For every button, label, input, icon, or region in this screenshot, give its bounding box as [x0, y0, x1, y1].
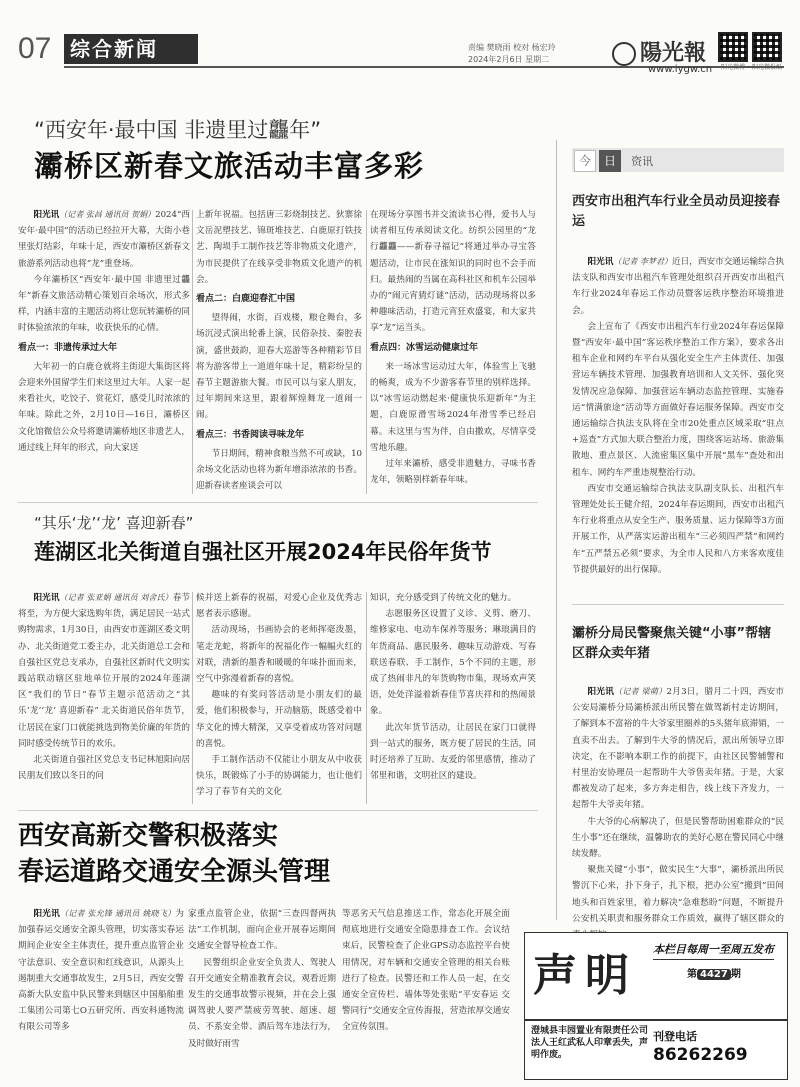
section-title: 综合新闻 [64, 34, 198, 64]
today-char: 今 [574, 150, 596, 172]
paragraph: 聚焦关键“小事”，做实民生“大事”，灞桥派出所民警沉下心来，扑下身子，扎下根，把办公室“搬到”田间地头和百姓家里，着力解决“急难愁盼”问题，不断提升公安机关职责和服务群众工作质效，赢得了辖区群众的 [572, 865, 784, 924]
sidebar-story2-body [572, 684, 785, 924]
column-rule [366, 592, 367, 804]
paragraph: 望得闹，水街，百戏楼，粮仓舞台，多场沉浸式演出轮番上演，民俗杂技、秦腔表演，盛世鼓韵，迎春大巡游等各种精彩节目将为游客带上一道道年味十足，精彩纷呈的春节主题游旅大餐。市民可以与家人朋友，过年期间来这里，跟着辉煌舞龙一道闹一闹。 [196, 313, 362, 421]
today-label: 资讯 [631, 154, 654, 168]
phone-number: 86262269 [653, 1045, 748, 1065]
paragraph: 春节将至，为方便大家选购年货，满足居民一站式购物需求，1月30日，由西安市莲湖区委文明办、北关街道党工委主办，北关街道总工会和自强社区党总支承办，自强社区新时代文明实践站联动辖区驻地单位开展的2024年莲湖区“我们的节日”春节主题示范活动之“其乐‘龙’‘龙’ 喜迎新春” 北关街道民俗年货节，让居民在家门口就能挑选到物美价廉的年货的同时感受传统节日的欢乐。 [18, 593, 190, 749]
paragraph: 志愿服务区设置了义诊、义剪、磨刀、维修家电、电动车保养等服务；琳琅满目的年货商品、惠民服务、趣味互动游戏、写春联送春联、手工制作，5个不同的主题，形成了热闹非凡的年货购物市集，现场欢声笑语，处处洋溢着新春佳节喜庆祥和的热闹景象。 [370, 609, 536, 717]
subhead: 看点一：非遗传承过大年 [18, 342, 118, 353]
newspaper-logo[interactable] [612, 36, 706, 67]
divider [572, 604, 784, 605]
paragraph: 候并送上新春的祝福，对爱心企业及优秀志愿者表示感谢。 [196, 593, 362, 620]
byline-note: （记者 张允锋 通讯员 姚晓飞） [59, 909, 176, 918]
paragraph: 趣味的有奖问答活动是小朋友们的最爱，他们积极参与，开动脑筋，既感受着中华文化的博大精深，又享受着成功答对问题的喜悦。 [196, 690, 362, 749]
column-rule [192, 592, 193, 804]
paragraph: 今年灞桥区“西安年·最中国 非遗里过龘年”新春文旅活动精心策划百余场次，形式多样，内涵丰富的主题活动将让您玩转灞桥的同时体验浓浓的年味，收获快乐的心情。 [18, 274, 190, 334]
qr-paper[interactable] [752, 32, 782, 71]
byline-note: （记者 李梦君） [613, 257, 673, 266]
headline-line: 西安高新交警积极落实 [18, 821, 279, 851]
sidebar-story2-headline[interactable]: 灞桥分局民警聚焦关键“小事”帮辖区群众卖年猪 [572, 626, 772, 661]
paragraph: 2月3日，腊月二十四，西安市公安局灞桥分局灞桥派出所民警在做驾新村走访期间，了解到本不富裕的牛大爷家里圈养的5头猪年底滞销，一直卖不出去。了解到牛大爷的情况后，派出所领导立即决定，在不影响本职工作的前提下，由社区民警辅警和村里治安协理员一起帮助牛大爷售卖年猪。于是，大家都被发动了起来，多方奔走相告，线上线下齐发力，一起帮牛大爷卖年猪。 [572, 687, 785, 811]
logo-text: 陽光報 [640, 40, 707, 66]
paragraph: 在现场分享图书并交流读书心得，爱书人与读者相互传承阅读文化。纺织公园里的“龙行龘龘——新春寻福记”将通过举办寻宝答题活动，让市民在涨知识的同时也不会手而归。最热闹的当属在高科社区和机车公园举办的“闹元宵猜灯谜”活动，活动现场将以多种趣味活动，打造元宵狂欢盛宴，和大家共享“龙”运当头。 [370, 210, 536, 334]
paragraph: 近日，西安市交通运输综合执法支队和西安市出租汽车管理处组织召开西安市出租汽车行业2024年春运工作动员暨客运秩序整治环境推进会。 [572, 257, 784, 316]
article1-kicker: “西安年·最中国 非遗里过龘年” [34, 118, 322, 142]
byline: 阳光讯 [587, 257, 614, 267]
paragraph: 活动现场，书画协会的老师挥毫泼墨，笔走龙蛇，将新年的祝福化作一幅幅火红的对联，清新的墨香和暖暖的年味扑面而来，空气中弥漫着新春的喜悦。 [196, 625, 362, 685]
issue-suffix: 期 [730, 969, 741, 980]
article1-col2 [196, 207, 362, 497]
divider [18, 502, 538, 503]
byline-note: （记者 张昌 通讯员 贺娟） [59, 210, 156, 219]
paragraph: 西安市交通运输综合执法支队副支队长、出租汽车管理处处长王健介绍，2024年春运期间，西安市出租汽车行业将重点从安全生产、服务质量、运力保障等3方面开展工作，从严落实运游出租车“三必须四严禁”和网约车“五严禁五必须”要求，为全市人民和八方来客欢度佳节提供最好的出行保障。 [572, 483, 784, 575]
article2-headline[interactable]: 莲湖区北关街道自强社区开展2024年民俗年货节 [34, 540, 492, 564]
byline: 阳光讯 [33, 909, 60, 919]
paragraph: 大年初一的白鹿仓就将主街迎大集街区将会迎来外国留学生们来这里过大年。人家一起来看社火，吃饺子、赏花灯，感受儿时浓浓的年味。除此之外，2月10日—16日，灞桥区文化馆微信公众号将邀请灞桥地区非遗艺人，通过线上拜年的形式，向大家送 [18, 361, 190, 453]
paragraph: 等恶劣天气信息推送工作，常态化开展全面彻底地进行交通安全隐患排查工作。会议结束后，民警检查了企业GPS动态监控平台使用情况，对车辆和交通安全管理的相关台账进行了检查。民警还和工作人员一起，在交通安全宣传栏、墙体等处张贴“平安春运 交警同行”交通安全宣传海报，营造浓厚交通安全宣传氛围。 [342, 909, 510, 1033]
editor-line: 责编 樊晓雨 校对 杨宏玲 [468, 43, 556, 52]
paragraph: 2024“西安年·最中国”的活动已经拉开大幕，大街小巷里张灯结彩，年味十足，西安市灞桥区新春文旅游系列活动也将“龙”重登场。 [18, 210, 190, 269]
qr-label: 阳光微报纸 [752, 64, 783, 71]
sidebar-story1-headline[interactable]: 西安市出租汽车行业全员动员迎接春运 [572, 194, 781, 229]
article3-col3 [342, 906, 510, 1082]
paragraph: 会上宣布了《西安市出租汽车行业2024年春运保障暨“西安年·最中国”客运秩序整治工作方案》，要求各出租车企业和网约车平台从强化安全生产主体责任、加强营运车辆技术管理、加强教育培训和人文关怀、强化突发情况应急保障、加强营运车辆动态监控管理、实施春运“情满旅途”活动等方面做好春运服务保障。西安市交通运输综合执法支队将在全市20处重点区域采取“驻点+巡查”方式加大联合整治力度，围绕客运站场、旅游集散地、重点景区、人流密集区集中开展“黑车”查处和出租车、网约车严重违规整治行动。 [572, 321, 784, 478]
qr-code-icon [752, 32, 782, 62]
byline-note: （记者 张亚娟 通讯员 刘舍氏） [59, 593, 173, 602]
article2-kicker: “其乐‘龙’‘龙’ 喜迎新春” [34, 514, 194, 532]
paragraph: 牛大爷的心病解决了，但是民警帮助困难群众的“民生小事”还在继续，温馨助农的美好心愿在警民同心中继续发酵。 [572, 816, 784, 860]
issue-prefix: 第 [687, 969, 697, 980]
qr-weibo[interactable] [718, 32, 748, 71]
paragraph: 知识，充分感受到了传统文化的魅力。 [370, 593, 517, 603]
today-news-bar [572, 148, 784, 172]
paragraph: 家重点监管企业，依据“三查四督两执法”工作机制，面向企业开展春运期间交通安全督导检查工作。 [188, 909, 336, 952]
paragraph: 为加强春运交通安全源头管理，切实落实春运期间企业安全主体责任，提升重点监管企业守法意识、安全意识和红线意识，从源头上遏制重大交通事故发生，2月5日，西安交警高新大队安监中队民警来到辖区中国船舶重工集团公司第七O五研究所、西安科通物流有限公司等多 [18, 909, 184, 1033]
paragraph: 手工制作活动不仅能让小朋友从中收获快乐，既锻炼了小手的协调能力，也让他们学习了春节有关的文化 [196, 755, 362, 798]
issue-number: 4427 [697, 969, 731, 980]
paragraph: 过年来灞桥，感受非遗魅力，寻味书香龙年，领略别样新春年味。 [370, 459, 536, 486]
sidebar-rule [556, 140, 557, 920]
paragraph: 民警组织企业安全负责人、驾驶人召开交通安全精准教育会议，观看近期发生的交通事故警示视频，并在会上强调驾驶人要严禁疲劳驾驶、超速、超员、不系安全带、酒后驾车违法行为，及时做好雨雪 [188, 957, 336, 1049]
sidebar-story1-body [572, 254, 784, 594]
headline-line: 春运道路交通安全源头管理 [18, 857, 331, 887]
header-info [468, 42, 556, 66]
article3-headline[interactable] [18, 818, 330, 890]
byline: 阳光讯 [587, 687, 615, 697]
phone-label: 刊登电话 [653, 1030, 697, 1043]
notice-tagline: 本栏目每周一至周五发布 [653, 941, 774, 960]
divider [18, 810, 538, 811]
article1-col3 [370, 207, 536, 497]
subhead: 看点四：冰雪运动健康过年 [370, 342, 479, 353]
qr-code-icon [718, 32, 748, 62]
date-line: 2024年2月6日 星期二 [468, 55, 550, 64]
paragraph: 节日期间，精神食粮当然不可或缺，10余场文化活动也将为新年增添浓浓的书香。迎新春读者座谈会可以 [196, 448, 362, 492]
notice-title: 声明 [533, 950, 637, 1001]
notice-phone[interactable] [653, 1025, 787, 1065]
paragraph: 上新年祝福。包括唐三彩烧制技艺、狄寨徐文岳泥塑技艺、锦斑堆技艺、白鹿原打铁技艺、陶埙手工制作技艺等非物质文化遗产，为市民提供了在线享受非物质文化遗产的机会。 [196, 210, 362, 285]
notice-item: 澄城县丰园置业有限责任公司法人王红武私人印章丢失，声明作废。 [531, 1026, 649, 1060]
subhead: 看点二：白鹿迎春汇中国 [196, 294, 296, 305]
paragraph: 来一场冰雪运动过大年，体验雪上飞驰的畅爽，成为不少游客春节里的别样选择。以“冰雪运动燃起来·健康快乐迎新年”为主题，白鹿原滑雪场2024年滑雪季已经启幕。未这里与雪为伴，自由撒欢，尽情享受雪地乐趣。 [370, 361, 536, 453]
paragraph: 此次年货节活动，让居民在家门口就得到一站式的服务，既方便了居民的生活，同时还培养了互助、友爱的邻里感情，推动了邻里和谐，文明社区的建设。 [370, 722, 536, 782]
article3-col1 [18, 906, 184, 1082]
column-rule [366, 210, 367, 494]
article1-col1 [18, 207, 190, 497]
notice-issue [687, 965, 741, 980]
article2-col2 [196, 590, 362, 808]
byline: 阳光讯 [33, 210, 60, 220]
column-rule [192, 210, 193, 494]
article3-col2 [188, 906, 336, 1082]
website-link[interactable]: www.iygw.cn [648, 64, 713, 75]
today-char: 日 [599, 150, 621, 172]
notice-box [524, 932, 788, 1080]
article2-col1 [18, 590, 190, 808]
byline: 阳光讯 [33, 593, 60, 603]
article2-col3 [370, 590, 536, 808]
paragraph: 北关街道自强社区党总支书记林旭阳向居民朋友们致以冬日的问 [18, 755, 190, 782]
article1-headline[interactable]: 灞桥区新春文旅活动丰富多彩 [34, 149, 425, 183]
notice-divider [525, 1019, 787, 1021]
byline-note: （记者 梁萌） [614, 687, 667, 696]
sun-logo-icon [612, 42, 636, 66]
page-number: 07 [18, 32, 52, 65]
subhead: 看点三：书香阅读寻味龙年 [196, 429, 305, 440]
qr-label: 阳光微博 [720, 64, 745, 71]
